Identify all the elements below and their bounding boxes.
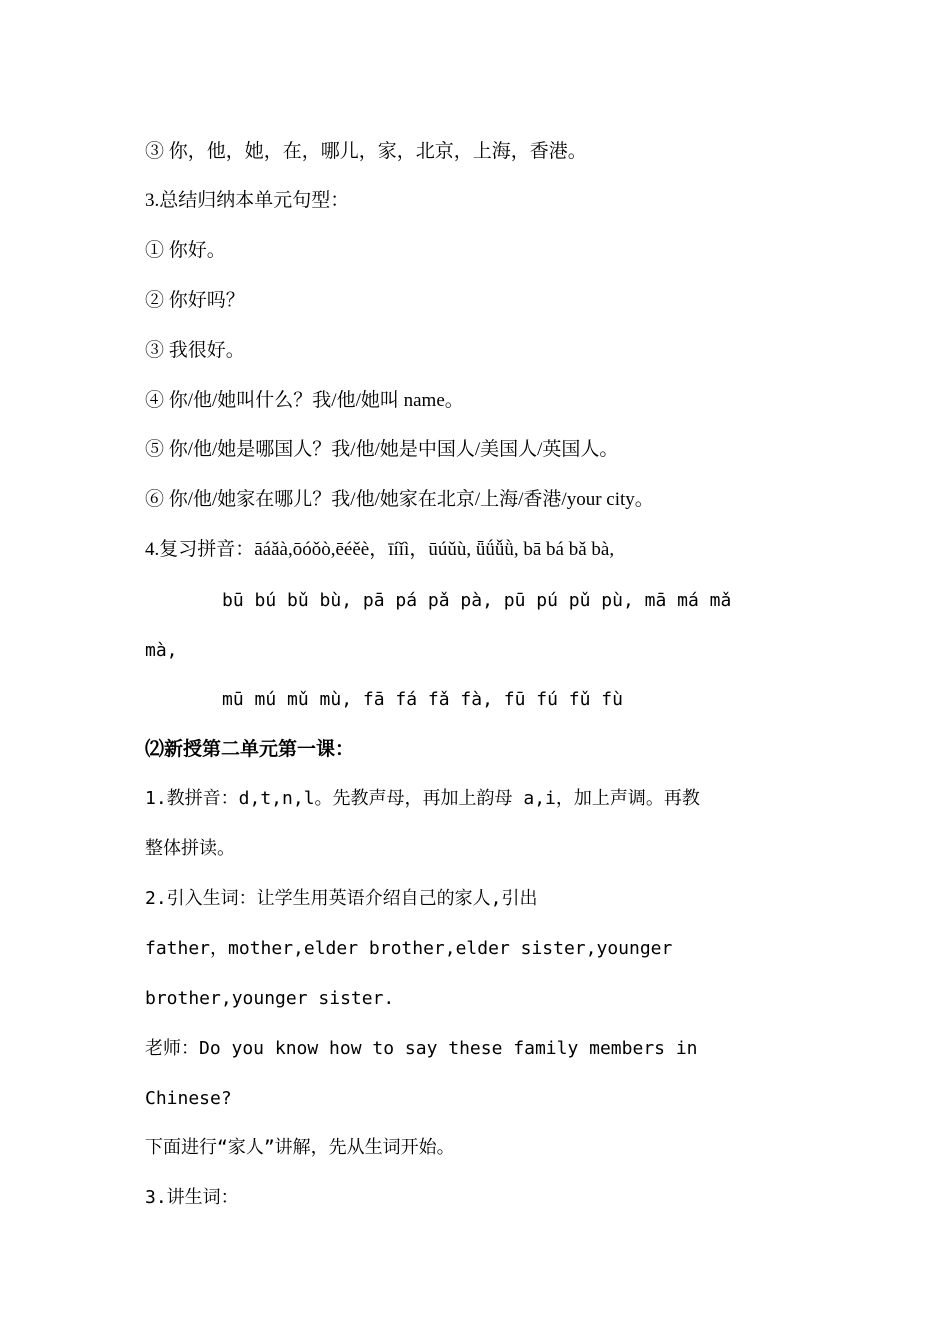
sentence-pattern-5: ⑤ 你/他/她是哪国人？我/他/她是中国人/美国人/英国人。 [145, 439, 619, 460]
teach-pinyin-line: 1.教拼音：d,t,n,l。先教声母，再加上韵母 a,i，加上声调。再教 [145, 788, 700, 809]
pinyin-review-line: 4.复习拼音：āáǎà,ōóǒò,ēéěè，īíǐì，ūúǔù, ǖǘǚǜ, bā bá bǎ bà, [145, 539, 615, 560]
section-heading-sentence-patterns: 3.总结归纳本单元句型： [145, 190, 350, 211]
pinyin-line-3: mà, [145, 640, 178, 661]
sentence-pattern-4: ④ 你/他/她叫什么？我/他/她叫 name。 [145, 390, 464, 411]
sentence-pattern-6: ⑥ 你/他/她家在哪儿？我/他/她家在北京/上海/香港/your city。 [145, 489, 654, 510]
section-heading-new-lesson: ⑵新授第二单元第一课： [145, 738, 355, 760]
sentence-pattern-2: ② 你好吗？ [145, 290, 245, 311]
family-lesson-intro: 下面进行“家人”讲解，先从生词开始。 [145, 1137, 455, 1158]
teacher-question-line: 老师：Do you know how to say these family members in [145, 1038, 698, 1059]
vocab-list-line: ③ 你，他，她，在，哪儿，家，北京，上海，香港。 [145, 141, 587, 162]
teach-pinyin-line-cont: 整体拼读。 [145, 838, 235, 859]
teacher-question-cont: Chinese? [145, 1088, 232, 1109]
sentence-pattern-1: ① 你好。 [145, 240, 226, 261]
family-words-line-1: father，mother,elder brother,elder sister,younger [145, 938, 673, 959]
pinyin-line-2: bū bú bǔ bù, pā pá pǎ pà, pū pú pǔ pù, mā má mǎ [222, 590, 732, 611]
sentence-pattern-3: ③ 我很好。 [145, 340, 245, 361]
family-words-line-2: brother,younger sister. [145, 988, 395, 1009]
section-heading-vocab: 3.讲生词： [145, 1187, 239, 1208]
new-words-intro: 2.引入生词：让学生用英语介绍自己的家人,引出 [145, 888, 538, 909]
pinyin-line-4: mū mú mǔ mù, fā fá fǎ fà, fū fú fǔ fù [222, 689, 623, 710]
